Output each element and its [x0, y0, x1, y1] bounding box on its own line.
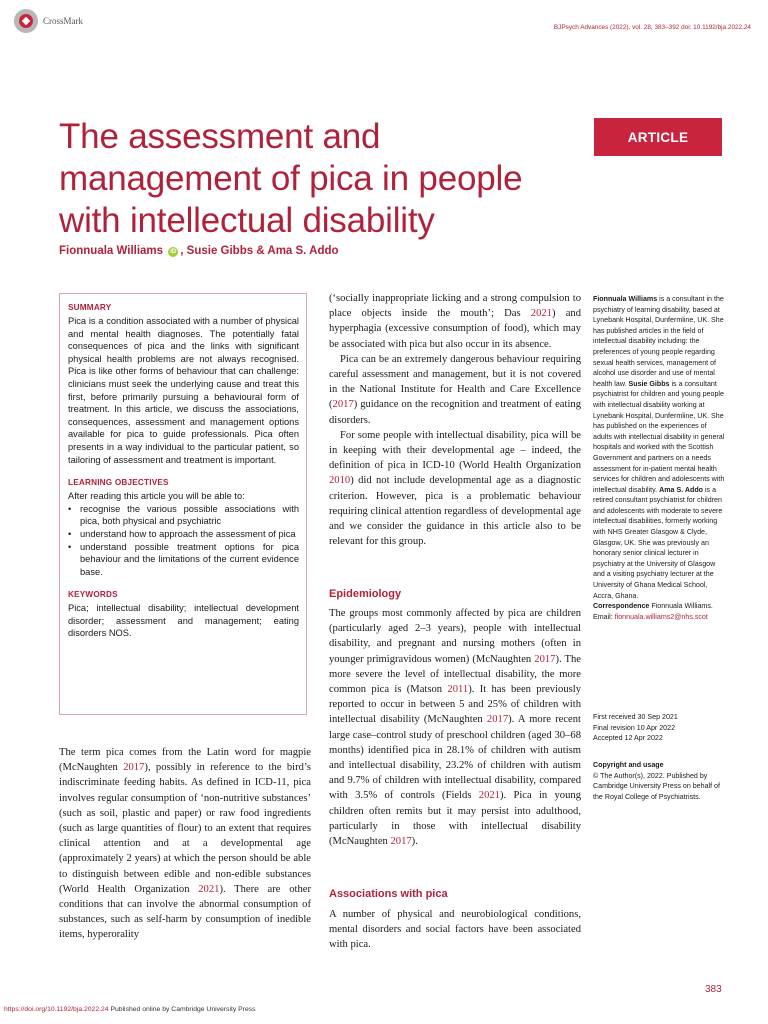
text-run: The term pica comes from the Latin word for magpie (McNaughten: [59, 747, 311, 774]
text-run: ). It has been previously reported to occur in between 5 and 25% of children with intellectual disability (McNaughten: [329, 684, 581, 726]
crossmark-icon: [14, 9, 38, 33]
citation-link[interactable]: 2021: [198, 883, 220, 895]
published-text: Published online by Cambridge University Press: [108, 1006, 256, 1013]
email-line: [593, 612, 725, 623]
intro-column: [59, 745, 311, 943]
epidemiology-heading: Epidemiology: [329, 588, 402, 600]
paragraph: [329, 291, 581, 352]
text-run: ). Pica in young children often remits but it may persist into adulthood, particularly in those with intellectual disability (McNaughten: [329, 790, 581, 848]
citation-link[interactable]: 2017: [332, 399, 354, 411]
copyright-text: © The Author(s), 2022. Published by Cambridge University Press on behalf of the Royal College of Psychiatrists.: [593, 771, 720, 801]
citation-link[interactable]: 2017: [486, 714, 509, 726]
article-title: The assessment and management of pica in people with intellectual disability: [59, 117, 523, 240]
doi-link[interactable]: https://doi.org/10.1192/bja.2022.24: [4, 1006, 109, 1013]
summary-box: [59, 293, 307, 715]
author-bio-text: [593, 294, 725, 601]
article-type-badge: ARTICLE: [594, 118, 722, 156]
footer-publication-line: [4, 1006, 256, 1013]
copyright-heading-text: Copyright and usage: [593, 761, 664, 769]
author-bios: [593, 294, 725, 622]
date-accepted: Accepted 12 Apr 2022: [593, 734, 663, 743]
crossmark-label: CrossMark: [43, 16, 83, 26]
objectives-intro: After reading this article you will be able to:: [68, 491, 245, 502]
objective-item: • recognise the various possible associations with pica, both physical and psychiatric: [68, 503, 299, 528]
associations-heading: Associations with pica: [329, 888, 448, 900]
objectives-list: [68, 503, 299, 579]
text-run: The groups most commonly affected by pica are children (particularly aged 2–3 years), people with intellectual disability, and pregnant and nursing mothers (often in younger primigravidous women) (McNaughten: [329, 608, 581, 665]
citation-link[interactable]: 2021: [530, 308, 552, 320]
copyright-section: [593, 760, 725, 802]
text-run: ) guidance on the recognition and treatment of eating disorders.: [329, 399, 581, 426]
text-run: Pica can be an extremely dangerous behaviour requiring careful assessment and management, but it is not covered in the National Institute for Health and Care Excellence (: [329, 353, 581, 411]
date-received: First received 30 Sep 2021: [593, 713, 678, 721]
email-label: Email:: [593, 612, 615, 621]
text-run: ) did not include developmental age as a diagnostic criterion. However, pica is a problematic behaviour requiring clinical attention regardless of developmental age and we consider the guidance in this article also to be relevant for this group.: [329, 475, 581, 548]
objective-item: • understand how to approach the assessment of pica: [68, 528, 299, 541]
text-run: is a retired consultant psychiatrist for children and adolescents with moderate to severe intellectual disabilities, formerly working with NHS Greater Glasgow & Clyde, Glasgow, UK. She was previously an honorary senior clinical lecturer in psychiatry at the University of Glasgow and a visiting psychiatry lecturer at the University of Ghana Medical School, Accra, Ghana.: [593, 485, 723, 600]
text-run: ). There are other conditions that can involve the abnormal consumption of substances, such as self-harm by consumption of inedible items, hyperorality: [59, 883, 311, 941]
text-run: is a consultant in the psychiatry of learning disability, based at Lynebank Hospital, Dunfermline, UK. She has published articles in the field of intellectual disability including: the preferences of young people regarding sexual health services, management of alcohol use disorder and use of mental health law.: [593, 295, 724, 388]
bio-author-name: Susie Gibbs: [628, 379, 670, 388]
author-name[interactable]: Fionnuala Williams: [59, 245, 164, 257]
crossmark-badge[interactable]: [14, 9, 83, 33]
correspondence: [593, 601, 725, 612]
paragraph: [329, 428, 581, 550]
intro-paragraph: [59, 745, 311, 943]
journal-reference: BJPsych Advances (2022), vol. 28, 383–392 doi: 10.1192/bja.2022.24: [553, 24, 751, 31]
text-run: ). The more severe the level of intellectual disability, the more common pica is (Matson: [329, 653, 581, 696]
bio-author-name: Fionnuala Williams: [593, 295, 658, 303]
keywords-heading: KEYWORDS: [68, 590, 118, 600]
citation-link[interactable]: 2017: [534, 653, 556, 665]
paragraph: [329, 352, 581, 428]
summary-section: [68, 303, 299, 466]
associations-section: [329, 907, 581, 953]
column-two-intro: [329, 291, 581, 549]
text-run: For some people with intellectual disability, pica will be in keeping with their developmental age – indeed, the definition of pica in ICD-10 (World Health Organization: [329, 429, 581, 472]
summary-text: Pica is a condition associated with a number of physical and mental health diagnoses. The potentially fatal consequences of pica and the links with significant physical health problems are not always recognised. Pica is like other forms of behaviour that can challenge: clinicians must seek the underlying cause and treat this first, before primarily pursuing a behavioural form of treatment. In this article, we discuss the associations, consequences, assessment and management options available for pica to guide professionals. Pica often presents in a way individual to the particular patient, so tailoring of assessment and treatment is important.: [68, 316, 299, 465]
text-run: is a consultant psychiatrist for children and young people with intellectual disability working at Lynebank Hospital, Dunfermline, UK. She has published on the experiences of adults with intellectual disability in general hospitals and worked with the Scottish Government and partners on a needs assessment for in-patient mental health services for children and adolescents with intellectual disability.: [593, 379, 725, 494]
citation-link[interactable]: 2010: [329, 475, 351, 487]
objectives-heading: LEARNING OBJECTIVES: [68, 478, 169, 488]
paragraph: [329, 606, 581, 849]
objectives-section: [68, 478, 299, 578]
page-number: 383: [705, 984, 722, 995]
citation-link[interactable]: 2017: [123, 762, 145, 774]
objective-item: • understand possible treatment options for pica behaviour and the limitations of the current evidence base.: [68, 541, 299, 579]
email-link[interactable]: fionnuala.williams2@nhs.scot: [614, 612, 708, 621]
correspondence-label: Correspondence: [593, 602, 650, 611]
correspondence-name: Fionnuala Williams.: [649, 602, 713, 611]
author-list: [59, 245, 339, 257]
author-names-rest: , Susie Gibbs & Ama S. Addo: [180, 245, 339, 257]
bio-author-name: Ama S. Addo: [659, 485, 703, 494]
text-run: ). A more recent large case–control study of preschool children (aged 30–68 months) identified pica in 28.1% of children with autism and intellectual disability, 23.2% of children with autism and 9.7% of children with intellectual disability, compared with 3.5% of controls (Fields: [329, 714, 581, 802]
text-run: (‘socially inappropriate licking and a strong compulsion to place objects inside the mouth’; Das: [329, 293, 581, 320]
text-run: ), possibly in reference to the bird’s indiscriminate feeding habits. As defined in ICD-11, pica involves regular consumption of ‘non-nutritive substances’ (such as soil, plastic and paper) or raw food ingredients (such as large quantities of flour) to an extent that requires clinical attention and at a developmental age (approximately 2 years) at which the person should be able to distinguish between edible and non-edible substances (World Health Organization: [59, 762, 311, 895]
orcid-icon[interactable]: iD: [170, 249, 177, 255]
article-dates: [593, 712, 725, 744]
copyright-heading: [593, 760, 725, 771]
citation-link[interactable]: 2011: [447, 684, 469, 696]
citation-link[interactable]: 2017: [390, 836, 412, 848]
keywords-section: [68, 590, 299, 640]
keywords-text: Pica; intellectual disability; intellectual development disorder; assessment and management; eating disorders NOS.: [68, 603, 299, 639]
paragraph: A number of physical and neurobiological conditions, mental disorders and social factors have been associated with pica.: [329, 909, 581, 951]
date-revised: Final revision 10 Apr 2022: [593, 723, 676, 732]
citation-link[interactable]: 2021: [478, 790, 500, 802]
epidemiology-section: [329, 606, 581, 849]
text-run: ).: [411, 836, 418, 848]
text-run: ) and hyperphagia (excessive consumption of food), which may be associated with pica but also occur in its absence.: [329, 308, 581, 350]
summary-heading: SUMMARY: [68, 303, 112, 312]
